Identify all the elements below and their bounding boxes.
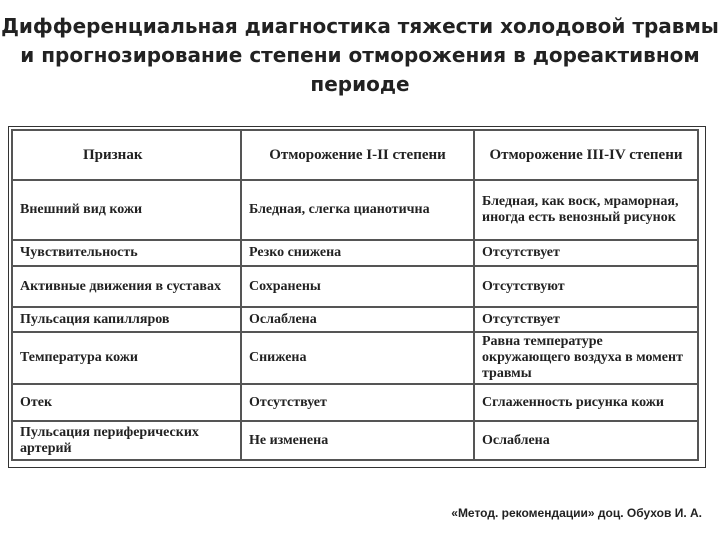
- cell-degree-1-2: Не изменена: [241, 421, 474, 460]
- table-frame: [8, 126, 706, 468]
- diagnosis-table: [11, 129, 699, 461]
- cell-degree-1-2: Отсутствует: [241, 384, 474, 421]
- table-row: [12, 384, 698, 421]
- cell-sign: Отек: [12, 384, 241, 421]
- cell-sign: Пульсация периферических артерий: [12, 421, 241, 460]
- cell-degree-3-4: Ослаблена: [474, 421, 698, 460]
- header-sign: Признак: [12, 130, 241, 180]
- table-row: [12, 180, 698, 240]
- table-row: [12, 266, 698, 307]
- cell-degree-1-2: Сохранены: [241, 266, 474, 307]
- citation: «Метод. рекомендации» доц. Обухов И. А.: [451, 506, 702, 520]
- cell-degree-3-4: Равна температуре окружающего воздуха в момент травмы: [474, 332, 698, 384]
- table-header-row: [12, 130, 698, 180]
- cell-degree-1-2: Резко снижена: [241, 240, 474, 266]
- cell-degree-3-4: Бледная, как воск, мраморная, иногда есть венозный рисунок: [474, 180, 698, 240]
- header-degree-3-4: Отморожение III-IV степени: [474, 130, 698, 180]
- slide-title: Дифференциальная диагностика тяжести холодовой травмы и прогнозирование степени отморожения в дореактивном периоде: [1, 14, 719, 96]
- cell-sign: Активные движения в суставах: [12, 266, 241, 307]
- cell-sign: Внешний вид кожи: [12, 180, 241, 240]
- table-row: [12, 421, 698, 460]
- cell-degree-3-4: Отсутствует: [474, 240, 698, 266]
- cell-degree-3-4: Отсутствует: [474, 307, 698, 332]
- table-row: [12, 240, 698, 266]
- cell-sign: Температура кожи: [12, 332, 241, 384]
- cell-degree-1-2: Ослаблена: [241, 307, 474, 332]
- table-row: [12, 332, 698, 384]
- cell-sign: Чувствительность: [12, 240, 241, 266]
- header-degree-1-2: Отморожение I-II степени: [241, 130, 474, 180]
- cell-degree-1-2: Бледная, слегка цианотична: [241, 180, 474, 240]
- cell-degree-1-2: Снижена: [241, 332, 474, 384]
- cell-degree-3-4: Сглаженность рисунка кожи: [474, 384, 698, 421]
- cell-sign: Пульсация капилляров: [12, 307, 241, 332]
- cell-degree-3-4: Отсутствуют: [474, 266, 698, 307]
- table-row: [12, 307, 698, 332]
